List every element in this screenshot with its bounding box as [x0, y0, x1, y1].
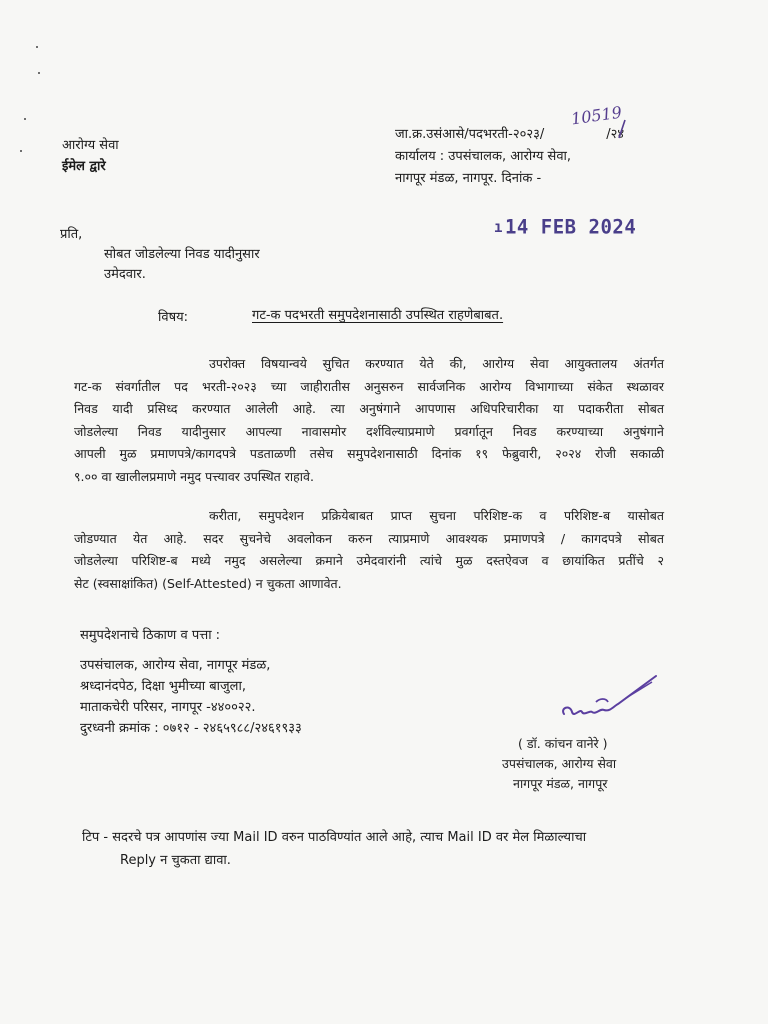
venue-address-line: उपसंचालक, आरोग्य सेवा, नागपूर मंडळ, [80, 658, 271, 673]
paragraph-line: करीता, समुपदेशन प्रक्रियेबाबत प्राप्त सुचना परिशिष्ट-क व परिशिष्ट-ब यासोबत [209, 508, 664, 523]
signatory-office: नागपूर मंडळ, नागपूर [513, 776, 608, 791]
paragraph-instructions [74, 505, 664, 595]
office-address-line: कार्यालय : उपसंचालक, आरोग्य सेवा, [395, 149, 572, 164]
paragraph-notice [74, 353, 664, 488]
venue-heading: समुपदेशनाचे ठिकाण व पत्ता : [80, 628, 221, 643]
reference-prefix: जा.क्र.उसंआसे/पदभरती-२०२३/ [395, 127, 545, 142]
paragraph-line: ९.०० वा खालीलप्रमाणे नमुद पत्त्यावर उपस्थित राहावे. [74, 468, 314, 484]
paragraph-line: जोडण्यात येत आहे. सदर सुचनेचे अवलोकन करुन त्याप्रमाणे आवश्यक प्रमाणपत्रे / कागदपत्रे सोबत [74, 530, 664, 546]
paragraph-line: जोडलेल्या परिशिष्ट-ब मध्ये नमुद असलेल्या क्रमाने उमेदवारांनी त्यांचे मुळ दस्तऐवज व छायांकित प्रतींचे २ [74, 553, 664, 568]
signature-mark [556, 668, 666, 728]
paragraph-line: गट-क संवर्गातील पद भरती-२०२३ च्या जाहीरातीस अनुसरुन सार्वजनिक आरोग्य विभागाच्या संकेत स्थळावर [74, 378, 664, 394]
recipient-prati: प्रति, [60, 227, 83, 242]
margin-mark [20, 150, 22, 152]
venue-phone: दुरध्वनी क्रमांक : ०७१२ - २४६५९८८/२४६१९३३ [80, 721, 302, 736]
subject-text: गट-क पदभरती समुपदेशनासाठी उपस्थित राहणेबाबत. [252, 308, 504, 323]
signatory-name: ( डॉ. कांचन वानेरे ) [518, 736, 608, 751]
paragraph-line: सेट (स्वसाक्षांकित) (Self-Attested) न चुकता आणावेत. [74, 575, 342, 591]
note-line: Reply न चुकता द्यावा. [120, 853, 231, 868]
venue-address-line: माताकचेरी परिसर, नागपूर -४४००२२. [80, 700, 256, 715]
office-date-line: नागपूर मंडळ, नागपूर. दिनांक - [395, 171, 542, 186]
recipient-candidates: उमेदवार. [104, 267, 146, 282]
paragraph-line: जोडलेल्या निवड यादीनुसार आपल्या नावासमोर दर्शविल्याप्रमाणे प्रवर्गातून निवड करण्याच्या अनुषंगाने [74, 423, 664, 439]
venue-address-line: श्रध्दानंदपेठ, दिक्षा भुमीच्या बाजुला, [80, 679, 246, 694]
date-stamp: ı 14 FEB 2024 [494, 215, 637, 239]
handwritten-outward-number: 10519 [569, 102, 623, 129]
reference-suffix: /२४ [606, 127, 625, 142]
margin-mark [24, 118, 26, 120]
paragraph-line: आपली मुळ प्रमाणपत्रे/कागदपत्रे पडताळणी तसेच समुपदेशनासाठी दिनांक १९ फेब्रुवारी, २०२४ रोजी सकाळी [74, 446, 664, 461]
header-department: आरोग्य सेवा [62, 138, 119, 153]
header-via-email: ईमेल द्वारे [62, 159, 106, 174]
reference-number [395, 126, 624, 144]
signatory-designation: उपसंचालक, आरोग्य सेवा [502, 756, 617, 771]
subject-label: विषय: [158, 310, 189, 325]
recipient-line: सोबत जोडलेल्या निवड यादीनुसार [104, 247, 260, 262]
margin-mark [38, 72, 40, 74]
margin-mark [36, 46, 38, 48]
note-line: टिप - सदरचे पत्र आपणांस ज्या Mail ID वरुन पाठविण्यांत आले आहे, त्याच Mail ID वर मेल मिळाल्याचा [82, 830, 587, 845]
paragraph-line: उपरोक्त विषयान्वये सुचित करण्यात येते की, आरोग्य सेवा आयुक्तालय अंतर्गत [209, 356, 664, 371]
paragraph-line: निवड यादी प्रसिध्द करण्यात आलेली आहे. त्या अनुषंगाने आपणास अधिपरिचारीका या पदाकरीता सोबत [74, 401, 664, 416]
handwritten-slash [616, 118, 628, 140]
